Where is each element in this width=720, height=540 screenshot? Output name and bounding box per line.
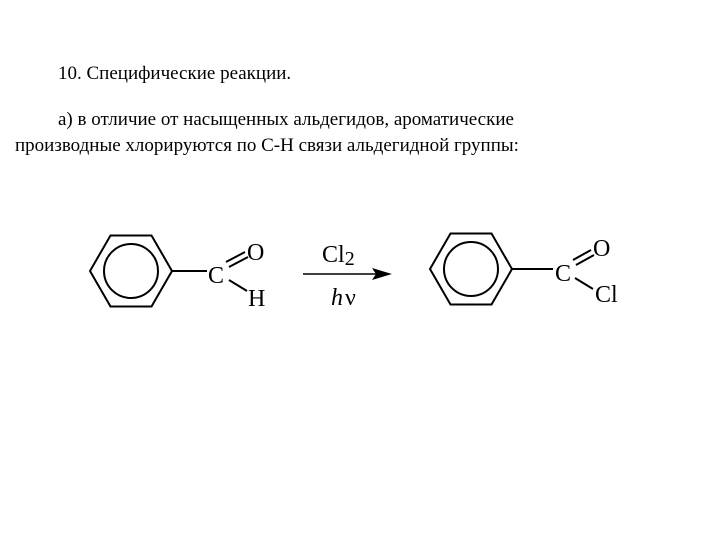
product-oxygen-label: O (593, 236, 611, 262)
reagent-formula-subscript: 2 (344, 248, 355, 270)
reactant-double-bond (226, 252, 248, 267)
paragraph-line-1: а) в отличие от насыщенных альдегидов, ароматические (58, 109, 514, 130)
slide-heading: 10. Специфические реакции. (58, 63, 292, 84)
reactant-ch-bond (229, 280, 247, 291)
reagent-formula-base: Cl (322, 242, 345, 268)
condition-h: h (331, 285, 343, 311)
reagent-formula (322, 242, 355, 270)
reaction-condition (331, 285, 356, 311)
condition-nu: ν (345, 285, 356, 311)
product-double-bond (573, 250, 594, 265)
product-chlorine-label: Cl (595, 282, 618, 308)
reactant-oxygen-label: O (247, 240, 265, 266)
reactant-hydrogen-label: H (248, 286, 266, 312)
product-carbon-label: C (555, 261, 572, 287)
product-benzene-ring (430, 234, 512, 305)
reactant-benzene-ring (90, 236, 172, 307)
paragraph-line-2: производные хлорируются по С-Н связи альдегидной группы: (15, 135, 519, 156)
product-ccl-bond (575, 278, 593, 289)
reactant-carbon-label: C (208, 263, 225, 289)
